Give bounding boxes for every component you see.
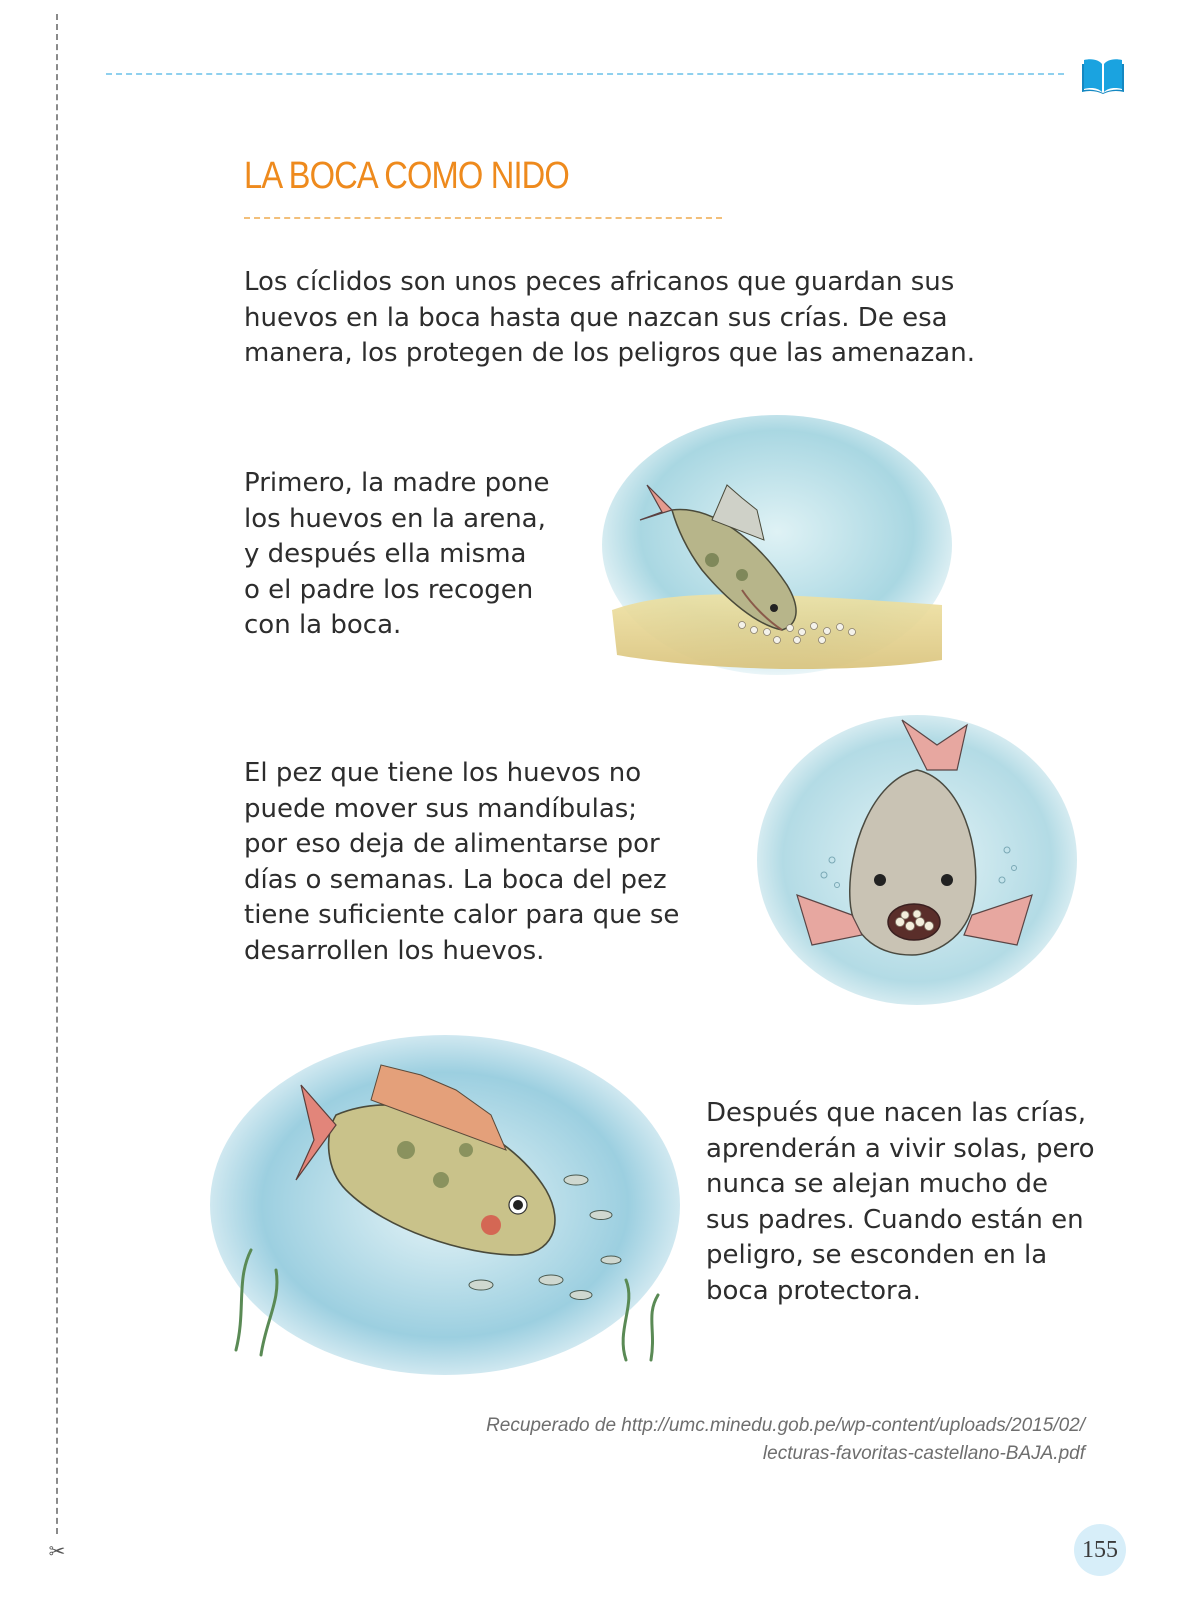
scissors-icon: ✂ bbox=[46, 1536, 68, 1566]
article-title: LA BOCA COMO NIDO bbox=[244, 155, 569, 197]
page-number-badge bbox=[1074, 1524, 1126, 1576]
intro-paragraph: Los cíclidos son unos peces africanos que guardan sus huevos en la boca hasta que nazcan sus crías. De esa manera, los protegen de los peligros que las amenazan. bbox=[244, 267, 975, 368]
step3-paragraph: Después que nacen las crías, aprenderán a vivir solas, pero nunca se alejan mucho de sus padres. Cuando están en peligro, se esconden en la boca protectora. bbox=[706, 1098, 1095, 1306]
cut-line bbox=[56, 14, 58, 1554]
open-book-icon bbox=[1082, 56, 1124, 94]
page-number: 155 bbox=[1082, 1537, 1118, 1563]
title-dashed-rule bbox=[244, 217, 722, 219]
step2-paragraph: El pez que tiene los huevos no puede mover sus mandíbulas; por eso deja de alimentarse por días o semanas. La boca del pez tiene suficiente calor para que se desarrollen los huevos. bbox=[244, 758, 680, 966]
source-line-1: Recuperado de http://umc.minedu.gob.pe/wp-content/uploads/2015/02/ bbox=[486, 1415, 1085, 1436]
fish-with-young-illustration bbox=[206, 1030, 684, 1380]
source-citation bbox=[486, 1412, 1085, 1468]
header-dashed-rule bbox=[106, 73, 1064, 75]
fish-mouth-eggs-illustration bbox=[752, 710, 1082, 1010]
source-line-2: lecturas-favoritas-castellano-BAJA.pdf bbox=[762, 1443, 1085, 1464]
step1-paragraph: Primero, la madre pone los huevos en la arena, y después ella misma o el padre los recogen con la boca. bbox=[244, 468, 550, 640]
fish-picking-eggs-illustration bbox=[592, 410, 962, 700]
